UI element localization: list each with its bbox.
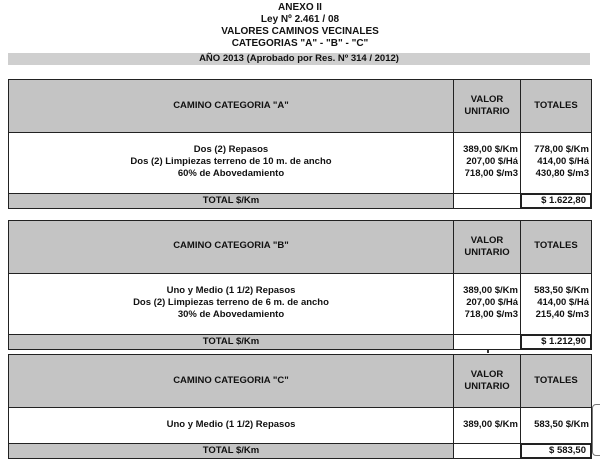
item-total-value: 414,00 $/Há — [537, 297, 589, 308]
category-c-unit-header — [453, 354, 521, 408]
category-a-total-cell — [520, 132, 592, 194]
item-unit-value: 718,00 $/m3 — [464, 309, 518, 320]
category-b-title-cell — [8, 220, 454, 274]
total-label: TOTAL $/Km — [202, 445, 260, 456]
category-a-total-row — [8, 193, 454, 209]
item-unit-value: 207,00 $/Há — [466, 297, 518, 308]
totales-label: TOTALES — [534, 100, 578, 111]
category-a-title: CAMINO CATEGORIA "A" — [173, 100, 289, 111]
valor-label: VALOR — [470, 369, 504, 380]
valor-label: VALOR — [470, 94, 504, 105]
category-b-total-value-cell — [520, 334, 592, 350]
item-total-value: 215,40 $/m3 — [535, 309, 589, 320]
category-b-unit-header — [453, 220, 521, 274]
item-total-value: 778,00 $/Km — [534, 144, 589, 155]
category-b-items-cell — [8, 273, 454, 335]
item-unit-value: 389,00 $/Km — [463, 144, 518, 155]
item-description: Dos (2) Limpiezas terreno de 10 m. de ancho — [130, 156, 332, 167]
category-a-title-cell — [8, 79, 454, 133]
total-value: $ 1.212,90 — [541, 336, 586, 347]
item-unit-value: 389,00 $/Km — [463, 285, 518, 296]
item-description: Dos (2) Repasos — [193, 144, 269, 155]
category-a-table — [8, 79, 592, 209]
category-c-unit-cell — [453, 407, 521, 444]
category-b-unit-cell — [453, 273, 521, 335]
category-a-total-value-cell — [520, 193, 592, 209]
item-description: Uno y Medio (1 1/2) Repasos — [166, 285, 296, 296]
total-value: $ 583,50 — [549, 445, 586, 456]
category-b-total-blank — [453, 334, 521, 350]
category-c-table — [8, 354, 592, 459]
side-note-box — [592, 404, 600, 456]
totales-label: TOTALES — [534, 375, 578, 386]
unitario-label: UNITARIO — [464, 247, 510, 258]
item-unit-value: 389,00 $/Km — [463, 419, 518, 430]
category-b-title: CAMINO CATEGORIA "B" — [173, 240, 289, 251]
total-label: TOTAL $/Km — [202, 195, 260, 206]
category-b-table — [8, 220, 592, 350]
valor-label: VALOR — [470, 235, 504, 246]
category-a-unit-cell — [453, 132, 521, 194]
item-total-value: 430,80 $/m3 — [535, 168, 589, 179]
category-a-totals-header — [520, 79, 592, 133]
totales-label: TOTALES — [534, 240, 578, 251]
unitario-label: UNITARIO — [464, 106, 510, 117]
category-c-total-row — [8, 443, 454, 459]
item-description: 60% de Abovedamiento — [177, 168, 285, 179]
category-c-total-value-cell — [520, 443, 592, 459]
item-total-value: 583,50 $/Km — [534, 285, 589, 296]
category-c-total-blank — [453, 443, 521, 459]
annex-title: ANEXO II — [278, 2, 322, 13]
item-total-value: 583,50 $/Km — [534, 419, 589, 430]
category-c-total-cell — [520, 407, 592, 444]
document-title: VALORES CAMINOS VECINALES — [221, 26, 379, 37]
category-c-title-cell — [8, 354, 454, 408]
unitario-label: UNITARIO — [464, 381, 510, 392]
item-description: Dos (2) Limpiezas terreno de 6 m. de ancho — [133, 297, 329, 308]
category-b-total-cell — [520, 273, 592, 335]
divider-tick — [487, 350, 489, 353]
year-banner: AÑO 2013 (Aprobado por Res. Nº 314 / 2012) — [8, 53, 590, 65]
category-a-unit-header — [453, 79, 521, 133]
law-number: Ley Nº 2.461 / 08 — [260, 14, 340, 25]
total-value: $ 1.622,80 — [541, 195, 586, 206]
category-c-items-cell — [8, 407, 454, 444]
total-label: TOTAL $/Km — [202, 336, 260, 347]
category-a-total-blank — [453, 193, 521, 209]
item-total-value: 414,00 $/Há — [537, 156, 589, 167]
categories-title: CATEGORIAS "A" - "B" - "C" — [231, 38, 369, 49]
item-description: 30% de Abovedamiento — [177, 309, 285, 320]
category-b-total-row — [8, 334, 454, 350]
category-c-title: CAMINO CATEGORIA "C" — [173, 375, 289, 386]
item-description: Uno y Medio (1 1/2) Repasos — [166, 419, 296, 430]
category-c-totals-header — [520, 354, 592, 408]
category-b-totals-header — [520, 220, 592, 274]
item-unit-value: 207,00 $/Há — [466, 156, 518, 167]
item-unit-value: 718,00 $/m3 — [464, 168, 518, 179]
category-a-items-cell — [8, 132, 454, 194]
